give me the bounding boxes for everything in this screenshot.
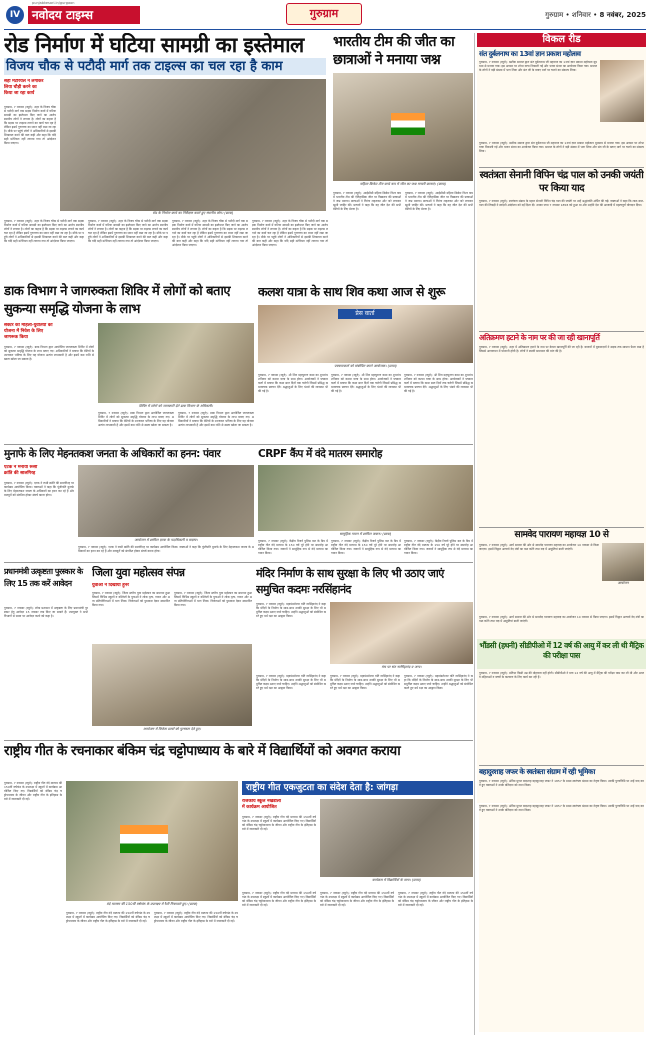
sidebar-s3-headline: अतिक्रमण हटाने के नाम पर की जा रही खानापूर्ति <box>479 333 600 342</box>
youth-body-col1: गुरुग्राम, 7 नवम्बर (ब्यूरो): जिला स्तरीय युवा महोत्सव का समापन हुआ जिसमें विभिन्न स्कूलों व कॉलेजों के युवाओं ने लोक नृत्य, गायन और अन्य प्रतियोगिताओं में भाग लिया। विजेताओं को पुरस्कार देकर सम्मानित किया गया। <box>92 591 170 607</box>
page-number: IV <box>6 6 24 24</box>
kalash-photo <box>258 305 473 363</box>
sidebar-s4-body-2: गुरुग्राम, 7 नवम्बर (ब्यूरो): आर्य समाज की ओर से सामवेद पारायण महायज्ञ का आयोजन 10 नवम्बर से किया जाएगा। इसमें विद्वान आचार्य वेद मंत्रों का पाठ करेंगे तथा यज्ञ में आहुतियां डाली जाएंगी। <box>479 615 644 623</box>
crpf-body-col2: गुरुग्राम, 7 नवम्बर (ब्यूरो): केंद्रीय रिजर्व पुलिस बल के कैंप में राष्ट्रीय गीत वंदे मातरम के 150 वर्ष पूरे होने पर समारोह आयोजित किया गया। जवानों ने सामूहिक रूप से वंदे मातरम का गायन किया। <box>331 539 401 555</box>
dateline-date: 8 नवंबर, 2025 <box>599 11 646 19</box>
lead-bullet-2: लिया चौड़ी करने का <box>4 85 37 90</box>
bottom-body-col3: गुरुग्राम, 7 नवम्बर (ब्यूरो): राष्ट्रीय गीत वंदे मातरम की 150वीं वर्षगांठ के उपलक्ष्य में स्कूलों में कार्यक्रम आयोजित किए गए। विद्यार्थियों को बंकिम चंद्र चट्टोपाध्याय के जीवन और राष्ट्रीय गीत के इतिहास के बारे में जानकारी दी गई। <box>154 911 238 923</box>
postal-bullet-3: जागरूक किया <box>4 335 28 340</box>
crpf-body-col3: गुरुग्राम, 7 नवम्बर (ब्यूरो): केंद्रीय रिजर्व पुलिस बल के कैंप में राष्ट्रीय गीत वंदे मातरम के 150 वर्ष पूरे होने पर समारोह आयोजित किया गया। जवानों ने सामूहिक रूप से वंदे मातरम का गायन किया। <box>404 539 473 555</box>
sidebar-s4-caption: आयोजन <box>617 581 629 585</box>
lead-body-col1: गुरुग्राम, 7 नवम्बर (ब्यूरो): शहर के विजय चौक से पटौदी मार्ग तक सड़क निर्माण कार्य में घटिया सामग्री का इस्तेमाल किए जाने का आरोप स्थानीय लोगों ने लगाया है। लोगों का कहना है कि सड़क पर टाइल्स लगाने का कार्य चल रहा है लेकिन इसमें गुणवत्ता का ध्यान नहीं रखा जा रहा है। मौके पर पहुंचे लोगों ने अधिकारियों से इसकी शिकायत करने की बात कही और कहा कि यदि सही मटेरियल नहीं लगाया गया तो आंदोलन किया जाएगा। <box>4 105 56 145</box>
temple-body-col4: गुरुग्राम, 7 नवम्बर (ब्यूरो): महामंडलेश्वर यति नरसिंहानंद ने कहा कि मंदिरों के निर्माण के साथ-साथ उनकी सुरक्षा के लिए भी समुचित कदम उठाए जाने चाहिए। उन्होंने श्रद्धालुओं को संबोधित करते हुए धर्म रक्षा का आह्वान किया। <box>404 674 473 690</box>
kalash-body-col1: गुरुग्राम, 7 नवम्बर (ब्यूरो): श्री शिव महापुराण कथा का शुभारंभ शनिवार को कलश यात्रा के साथ होगा। आयोजकों ने पत्रकार वार्ता में बताया कि कथा सात दिनों तक चलेगी जिसमें प्रसिद्ध कथावाचक प्रवचन देंगे। श्रद्धालुओं के लिए भंडारे की व्यवस्था भी की गई है। <box>258 373 328 393</box>
award-story <box>4 566 88 736</box>
edition-badge <box>286 3 362 25</box>
bottom-photo-2-caption: कार्यक्रम में विद्यार्थियों के साथ। (छाया) <box>372 878 421 882</box>
lead-body-col3: गुरुग्राम, 7 नवम्बर (ब्यूरो): शहर के विजय चौक से पटौदी मार्ग तक सड़क निर्माण कार्य में घटिया सामग्री का इस्तेमाल किए जाने का आरोप स्थानीय लोगों ने लगाया है। लोगों का कहना है कि सड़क पर टाइल्स लगाने का कार्य चल रहा है लेकिन इसमें गुणवत्ता का ध्यान नहीं रखा जा रहा है। मौके पर पहुंचे लोगों ने अधिकारियों से इसकी शिकायत करने की बात कही और कहा कि यदि सही मटेरियल नहीं लगाया गया तो आंदोलन किया जाएगा। <box>88 219 168 243</box>
temple-headline: मंदिर निर्माण के साथ सुरक्षा के लिए भी उठाए जाएं समुचित कदमः नरसिंहानंद <box>256 567 444 596</box>
sidebar <box>477 33 646 803</box>
lead-bullets <box>4 79 56 101</box>
profit-photo <box>78 465 254 537</box>
sidebar-s4-photo <box>602 543 644 581</box>
sidebar-s3-body: गुरुग्राम, 7 नवम्बर (ब्यूरो): शहर में अतिक्रमण हटाने के नाम पर केवल खानापूर्ति की जा रही है। बाजारों में दुकानदारों ने सड़क तक सामान फैला रखा है जिससे आवागमन में परेशानी होती है। लोगों ने स्थायी समाधान की मांग की है। <box>479 345 644 353</box>
lead-body-col4: गुरुग्राम, 7 नवम्बर (ब्यूरो): शहर के विजय चौक से पटौदी मार्ग तक सड़क निर्माण कार्य में घटिया सामग्री का इस्तेमाल किए जाने का आरोप स्थानीय लोगों ने लगाया है। लोगों का कहना है कि सड़क पर टाइल्स लगाने का कार्य चल रहा है लेकिन इसमें गुणवत्ता का ध्यान नहीं रखा जा रहा है। मौके पर पहुंचे लोगों ने अधिकारियों से इसकी शिकायत करने की बात कही और कहा कि यदि सही मटेरियल नहीं लगाया गया तो आंदोलन किया जाएगा। <box>172 219 248 247</box>
bottom-subhead: राष्ट्रीय गीत एकजुटता का संदेश देता है: जांगड़ा <box>242 781 473 795</box>
lead-bullet-1: सही मटेरियल न लगाकर <box>4 79 44 84</box>
sidebar-title: विकल रीड <box>477 33 646 47</box>
dateline: गुरुग्राम • शनिवार • 8 नवंबर, 2025 <box>545 11 646 19</box>
sidebar-s1-body-2: गुरुग्राम, 7 नवम्बर (ब्यूरो): खटीक समाज द्वारा संत दुर्बलनाथ जी महाराज का 13वां ज्ञान प्रकाश महोत्सव धूमधाम से मनाया गया। इस अवसर पर शोभा यात्रा निकाली गई और भजन संध्या का आयोजन किया गया। समाज के लोगों ने बड़ी संख्या में भाग लिया और संत जी के बताए मार्ग पर चलने का संकल्प लिया। <box>479 141 644 153</box>
lead-photo-caption: रोड के निर्माण कार्य का निरीक्षण करते हुए स्थानीय लोग। (छाया) <box>152 211 234 215</box>
sidebar-s5-headline: भौंडसी (हथनी) सीडीपीओ में 12 वर्ष की आयु में कर ली थी मैट्रिक की परीक्षा पास <box>479 641 644 660</box>
lead-bullet-3: किया जा रहा कार्य <box>4 91 35 96</box>
crpf-headline: CRPF कैंप में वंदे मातरम समारोह <box>258 448 382 460</box>
temple-body-col2: गुरुग्राम, 7 नवम्बर (ब्यूरो): महामंडलेश्वर यति नरसिंहानंद ने कहा कि मंदिरों के निर्माण के साथ-साथ उनकी सुरक्षा के लिए भी समुचित कदम उठाए जाने चाहिए। उन्होंने श्रद्धालुओं को संबोधित करते हुए धर्म रक्षा का आह्वान किया। <box>256 674 326 690</box>
kalash-story <box>258 283 473 443</box>
postal-bullet-1: सेक्टर की महिला-युवतियों को <box>4 323 53 328</box>
lead-subhead: विजय चौक से पटौदी मार्ग तक टाइल्स का चल रहा है काम <box>4 58 326 75</box>
crpf-photo <box>258 465 473 531</box>
kalash-headline: कलश यात्रा के साथ शिव कथा आज से शुरू <box>258 284 446 299</box>
kalash-body-col2: गुरुग्राम, 7 नवम्बर (ब्यूरो): श्री शिव महापुराण कथा का शुभारंभ शनिवार को कलश यात्रा के साथ होगा। आयोजकों ने पत्रकार वार्ता में बताया कि कथा सात दिनों तक चलेगी जिसमें प्रसिद्ध कथावाचक प्रवचन देंगे। श्रद्धालुओं के लिए भंडारे की व्यवस्था भी की गई है। <box>331 373 401 393</box>
dateline-city: गुरुग्राम <box>545 11 564 19</box>
sidebar-s2-headline: स्वतंत्रता सेनानी विपिन चंद्र पाल को उनकी जयंती पर किया याद <box>479 170 644 194</box>
profit-headline: मुनाफे के लिए मेहनतकश जनता के अधिकारों का हनन: पंवार <box>4 448 221 460</box>
bottom-body-col7: गुरुग्राम, 7 नवम्बर (ब्यूरो): राष्ट्रीय गीत वंदे मातरम की 150वीं वर्षगांठ के उपलक्ष्य में स्कूलों में कार्यक्रम आयोजित किए गए। विद्यार्थियों को बंकिम चंद्र चट्टोपाध्याय के जीवन और राष्ट्रीय गीत के इतिहास के बारे में जानकारी दी गई। <box>398 891 473 907</box>
profit-story <box>4 447 254 559</box>
sidebar-s5-body: गुरुग्राम, 7 नवम्बर (ब्यूरो): प्रतिभा किसी उम्र की मोहताज नहीं होती। सीडीपीओ ने मात्र 12 वर्ष की आयु में मैट्रिक की परीक्षा पास कर ली थी और आज वे महिलाओं व बच्चों के कल्याण के लिए कार्य कर रही हैं। <box>479 671 644 679</box>
sidebar-s6-headline: बहादुरशाह जफर के स्वतंत्रता संग्राम में रही भूमिका <box>479 767 595 776</box>
bottom-body-col5: गुरुग्राम, 7 नवम्बर (ब्यूरो): राष्ट्रीय गीत वंदे मातरम की 150वीं वर्षगांठ के उपलक्ष्य में स्कूलों में कार्यक्रम आयोजित किए गए। विद्यार्थियों को बंकिम चंद्र चट्टोपाध्याय के जीवन और राष्ट्रीय गीत के इतिहास के बारे में जानकारी दी गई। <box>242 891 316 907</box>
postal-bullet-2: योजना में निवेश के लिए <box>4 329 44 334</box>
bottom-photo-1-caption: वंदे मातरम की 150वीं वर्षगांठ के उपलक्ष्य में रैली निकालते हुए। (छाया) <box>106 902 198 906</box>
temple-body-col1: गुरुग्राम, 7 नवम्बर (ब्यूरो): महामंडलेश्वर यति नरसिंहानंद ने कहा कि मंदिरों के निर्माण के साथ-साथ उनकी सुरक्षा के लिए भी समुचित कदम उठाए जाने चाहिए। उन्होंने श्रद्धालुओं को संबोधित करते हुए धर्म रक्षा का आह्वान किया। <box>256 602 326 618</box>
temple-photo <box>330 602 473 664</box>
bottom-photo-2 <box>320 799 473 877</box>
temple-photo-caption: मंच पर संत नरसिंहानंद व अन्य। <box>381 665 422 669</box>
sidebar-s6-body-cont: गुरुग्राम, 7 नवम्बर (ब्यूरो): अंतिम मुगल बादशाह बहादुरशाह जफर ने 1857 के प्रथम स्वतंत्रता संग्राम का नेतृत्व किया। उनकी पुण्यतिथि पर उन्हें याद करते हुए वक्ताओं ने उनके बलिदान को नमन किया। <box>479 804 644 1032</box>
sidebar-s6-body: गुरुग्राम, 7 नवम्बर (ब्यूरो): अंतिम मुगल बादशाह बहादुरशाह जफर ने 1857 के प्रथम स्वतंत्रता संग्राम का नेतृत्व किया। उनकी पुण्यतिथि पर उन्हें याद करते हुए वक्ताओं ने उनके बलिदान को नमन किया। <box>479 779 644 787</box>
bottom-body-col2: गुरुग्राम, 7 नवम्बर (ब्यूरो): राष्ट्रीय गीत वंदे मातरम की 150वीं वर्षगांठ के उपलक्ष्य में स्कूलों में कार्यक्रम आयोजित किए गए। विद्यार्थियों को बंकिम चंद्र चट्टोपाध्याय के जीवन और राष्ट्रीय गीत के इतिहास के बारे में जानकारी दी गई। <box>66 911 150 923</box>
bottom-body-col6: गुरुग्राम, 7 नवम्बर (ब्यूरो): राष्ट्रीय गीत वंदे मातरम की 150वीं वर्षगांठ के उपलक्ष्य में स्कूलों में कार्यक्रम आयोजित किए गए। विद्यार्थियों को बंकिम चंद्र चट्टोपाध्याय के जीवन और राष्ट्रीय गीत के इतिहास के बारे में जानकारी दी गई। <box>320 891 394 907</box>
sidebar-s2-body: गुरुग्राम, 7 नवम्बर (ब्यूरो): स्वतंत्रता संग्राम के महान सेनानी विपिन चंद्र पाल की जयंती पर उन्हें श्रद्धांजलि अर्पित की गई। वक्ताओं ने कहा कि लाल-बाल-पाल की तिकड़ी ने स्वदेशी आंदोलन को नई दिशा दी। उनका जन्म 7 नवम्बर 1858 को हुआ था और उन्होंने देश की आजादी में महत्वपूर्ण योगदान दिया। <box>479 199 644 207</box>
profit-body-col2: गुरुग्राम, 7 नवम्बर (ब्यूरो): एटक ने रूसी क्रांति की सालगिरह पर कार्यक्रम आयोजित किया। वक्ताओं ने कहा कि पूंजीपति मुनाफे के लिए मेहनतकश जनता के अधिकारों का हनन कर रहे हैं और मजदूरों को संगठित होकर संघर्ष करना होगा। <box>78 545 254 553</box>
team-headline: भारतीय टीम की जीत का छात्राओं ने मनाया जश्न <box>333 34 455 68</box>
award-headline: प्रधानमंत्री उत्कृष्टता पुरस्कार के लिए 15 तक करें आवेदन <box>4 567 83 588</box>
kalash-body-col3: गुरुग्राम, 7 नवम्बर (ब्यूरो): श्री शिव महापुराण कथा का शुभारंभ शनिवार को कलश यात्रा के साथ होगा। आयोजकों ने पत्रकार वार्ता में बताया कि कथा सात दिनों तक चलेगी जिसमें प्रसिद्ध कथावाचक प्रवचन देंगे। श्रद्धालुओं के लिए भंडारे की व्यवस्था भी की गई है। <box>404 373 473 393</box>
postal-story <box>4 283 254 443</box>
kalash-banner: प्रेस वार्ता <box>338 309 392 319</box>
temple-story <box>256 566 473 736</box>
team-photo <box>333 73 473 181</box>
youth-body-col2: गुरुग्राम, 7 नवम्बर (ब्यूरो): जिला स्तरीय युवा महोत्सव का समापन हुआ जिसमें विभिन्न स्कूलों व कॉलेजों के युवाओं ने लोक नृत्य, गायन और अन्य प्रतियोगिताओं में भाग लिया। विजेताओं को पुरस्कार देकर सम्मानित किया गया। <box>174 591 252 607</box>
site-url: punjabkesari.in/gurgaon <box>32 1 75 5</box>
sidebar-s1-headline: संत दुर्बलनाथ का 13वां ज्ञान प्रकाश महोत्सव <box>479 50 581 58</box>
crpf-photo-caption: सामूहिक गायन में शामिल जवान। (छाया) <box>339 532 392 536</box>
profit-bullets <box>4 465 74 479</box>
bottom-bullet-2: में कार्यक्रम आयोजित <box>242 805 277 810</box>
bottom-story <box>4 743 473 1035</box>
postal-photo <box>98 323 254 403</box>
sidebar-s1-photo <box>600 60 644 122</box>
bottom-headline: राष्ट्रीय गीत के रचनाकार बंकिम चंद्र चट्टोपाध्याय के बारे में विद्यार्थियों को अवगत कराया <box>4 743 401 759</box>
team-body-col2: गुरुग्राम, 7 नवम्बर (ब्यूरो): आईसीसी महिला क्रिकेट विश्व कप में भारतीय टीम की ऐतिहासिक जीत पर विद्यालय की छात्राओं ने जश्न मनाया। छात्राओं ने तिरंगा लहराकर और नारे लगाकर खुशी जाहिर की। प्राचार्य ने कहा कि यह जीत देश की सभी बेटियों के लिए प्रेरणा है। <box>405 191 473 211</box>
profit-bullet-1: एटक ने मनाया रूसी <box>4 465 38 470</box>
edition-name: गुरुग्राम <box>309 7 339 20</box>
postal-photo-caption: शिविर में लोगों को जानकारी देते डाक विभाग के अधिकारी। <box>139 404 213 408</box>
crpf-story <box>258 447 473 559</box>
bottom-bullet-1: राजकीय स्कूल नखडौला <box>242 799 281 804</box>
award-body: गुरुग्राम, 7 नवम्बर (ब्यूरो): लोक प्रशासन में उत्कृष्टता के लिए प्रधानमंत्री पुरस्कार हेतु आवेदन 15 नवम्बर तक किए जा सकते हैं। उपायुक्त ने सभी विभागों से समय पर आवेदन करने को कहा है। <box>4 606 88 618</box>
lead-story <box>4 33 330 279</box>
team-body-col1: गुरुग्राम, 7 नवम्बर (ब्यूरो): आईसीसी महिला क्रिकेट विश्व कप में भारतीय टीम की ऐतिहासिक जीत पर विद्यालय की छात्राओं ने जश्न मनाया। छात्राओं ने तिरंगा लहराकर और नारे लगाकर खुशी जाहिर की। प्राचार्य ने कहा कि यह जीत देश की सभी बेटियों के लिए प्रेरणा है। <box>333 191 401 211</box>
team-story <box>333 33 473 279</box>
sidebar-s4-body: गुरुग्राम, 7 नवम्बर (ब्यूरो): आर्य समाज की ओर से सामवेद पारायण महायज्ञ का आयोजन 10 नवम्बर से किया जाएगा। इसमें विद्वान आचार्य वेद मंत्रों का पाठ करेंगे तथा यज्ञ में आहुतियां डाली जाएंगी। <box>479 543 599 551</box>
bottom-body-col4: गुरुग्राम, 7 नवम्बर (ब्यूरो): राष्ट्रीय गीत वंदे मातरम की 150वीं वर्षगांठ के उपलक्ष्य में स्कूलों में कार्यक्रम आयोजित किए गए। विद्यार्थियों को बंकिम चंद्र चट्टोपाध्याय के जीवन और राष्ट्रीय गीत के इतिहास के बारे में जानकारी दी गई। <box>242 815 316 831</box>
postal-body-col1: गुरुग्राम, 7 नवम्बर (ब्यूरो): डाक विभाग द्वारा आयोजित जागरुकता शिविर में लोगों को सुकन्या समृद्धि योजना के लाभ बताए गए। अधिकारियों ने बताया कि बेटियों के उज्जवल भविष्य के लिए यह योजना अत्यंत लाभकारी है और इसमें कम राशि से खाता खोला जा सकता है। <box>4 345 94 361</box>
lead-body-col2: गुरुग्राम, 7 नवम्बर (ब्यूरो): शहर के विजय चौक से पटौदी मार्ग तक सड़क निर्माण कार्य में घटिया सामग्री का इस्तेमाल किए जाने का आरोप स्थानीय लोगों ने लगाया है। लोगों का कहना है कि सड़क पर टाइल्स लगाने का कार्य चल रहा है लेकिन इसमें गुणवत्ता का ध्यान नहीं रखा जा रहा है। मौके पर पहुंचे लोगों ने अधिकारियों से इसकी शिकायत करने की बात कही और कहा कि यदि सही मटेरियल नहीं लगाया गया तो आंदोलन किया जाएगा। <box>4 219 84 243</box>
masthead <box>0 0 650 30</box>
postal-body-col2: गुरुग्राम, 7 नवम्बर (ब्यूरो): डाक विभाग द्वारा आयोजित जागरुकता शिविर में लोगों को सुकन्या समृद्धि योजना के लाभ बताए गए। अधिकारियों ने बताया कि बेटियों के उज्जवल भविष्य के लिए यह योजना अत्यंत लाभकारी है और इसमें कम राशि से खाता खोला जा सकता है। <box>98 411 174 427</box>
profit-photo-caption: आयोजन में शामिल एटक के पदाधिकारी व सदस्य। <box>134 538 198 542</box>
sidebar-s4-headline: सामवेद पारायण महायज्ञ 10 से <box>514 530 609 540</box>
bottom-flag-shape <box>120 825 168 853</box>
youth-headline: जिला युवा महोत्सव संपन्न <box>92 566 185 579</box>
team-photo-caption: महिला क्रिकेट टीम वर्ल्ड कप में जीत का जश्न मनाती छात्राएं। (छाया) <box>359 182 447 186</box>
lead-headline: रोड निर्माण में घटिया सामग्री का इस्तेमाल <box>4 33 304 57</box>
lead-body-col5: गुरुग्राम, 7 नवम्बर (ब्यूरो): शहर के विजय चौक से पटौदी मार्ग तक सड़क निर्माण कार्य में घटिया सामग्री का इस्तेमाल किए जाने का आरोप स्थानीय लोगों ने लगाया है। लोगों का कहना है कि सड़क पर टाइल्स लगाने का कार्य चल रहा है लेकिन इसमें गुणवत्ता का ध्यान नहीं रखा जा रहा है। मौके पर पहुंचे लोगों ने अधिकारियों से इसकी शिकायत करने की बात कही और कहा कि यदि सही मटेरियल नहीं लगाया गया तो आंदोलन किया जाएगा। <box>252 219 328 247</box>
youth-photo-caption: आयोजन में विजेता छात्रों को पुरस्कार देते हुए। <box>143 727 201 731</box>
kalash-photo-caption: पत्रकारवार्ता को संबोधित करते आयोजक। (छाया) <box>334 364 397 368</box>
lead-photo <box>60 79 326 211</box>
youth-story <box>92 566 252 736</box>
dateline-day: शनिवार <box>571 11 591 19</box>
postal-body-col3: गुरुग्राम, 7 नवम्बर (ब्यूरो): डाक विभाग द्वारा आयोजित जागरुकता शिविर में लोगों को सुकन्या समृद्धि योजना के लाभ बताए गए। अधिकारियों ने बताया कि बेटियों के उज्जवल भविष्य के लिए यह योजना अत्यंत लाभकारी है और इसमें कम राशि से खाता खोला जा सकता है। <box>178 411 254 427</box>
profit-body-col1: गुरुग्राम, 7 नवम्बर (ब्यूरो): एटक ने रूसी क्रांति की सालगिरह पर कार्यक्रम आयोजित किया। वक्ताओं ने कहा कि पूंजीपति मुनाफे के लिए मेहनतकश जनता के अधिकारों का हनन कर रहे हैं और मजदूरों को संगठित होकर संघर्ष करना होगा। <box>4 481 74 497</box>
postal-bullets <box>4 323 94 343</box>
temple-body-col3: गुरुग्राम, 7 नवम्बर (ब्यूरो): महामंडलेश्वर यति नरसिंहानंद ने कहा कि मंदिरों के निर्माण के साथ-साथ उनकी सुरक्षा के लिए भी समुचित कदम उठाए जाने चाहिए। उन्होंने श्रद्धालुओं को संबोधित करते हुए धर्म रक्षा का आह्वान किया। <box>330 674 400 690</box>
sidebar-s1-body: गुरुग्राम, 7 नवम्बर (ब्यूरो): खटीक समाज द्वारा संत दुर्बलनाथ जी महाराज का 13वां ज्ञान प्रकाश महोत्सव धूमधाम से मनाया गया। इस अवसर पर शोभा यात्रा निकाली गई और भजन संध्या का आयोजन किया गया। समाज के लोगों ने बड़ी संख्या में भाग लिया और संत जी के बताए मार्ग पर चलने का संकल्प लिया। <box>479 60 597 72</box>
postal-headline: डाक विभाग ने जागरुकता शिविर में लोगों को बताए सुकन्या समृद्धि योजना के लाभ <box>4 284 231 317</box>
youth-bullet: युवाओं ने दिखाया हुनर <box>92 583 129 588</box>
brand-logo: नवोदय टाइम्स <box>28 6 140 24</box>
crpf-body-col1: गुरुग्राम, 7 नवम्बर (ब्यूरो): केंद्रीय रिजर्व पुलिस बल के कैंप में राष्ट्रीय गीत वंदे मातरम के 150 वर्ष पूरे होने पर समारोह आयोजित किया गया। जवानों ने सामूहिक रूप से वंदे मातरम का गायन किया। <box>258 539 328 555</box>
bottom-photo-1 <box>66 781 238 901</box>
profit-bullet-2: क्रांति की सालगिरह <box>4 471 36 476</box>
sidebar-s5-box <box>477 639 646 669</box>
flag-shape <box>391 113 425 135</box>
bottom-body-col1: गुरुग्राम, 7 नवम्बर (ब्यूरो): राष्ट्रीय गीत वंदे मातरम की 150वीं वर्षगांठ के उपलक्ष्य में स्कूलों में कार्यक्रम आयोजित किए गए। विद्यार्थियों को बंकिम चंद्र चट्टोपाध्याय के जीवन और राष्ट्रीय गीत के इतिहास के बारे में जानकारी दी गई। <box>4 781 62 801</box>
youth-photo <box>92 644 252 726</box>
